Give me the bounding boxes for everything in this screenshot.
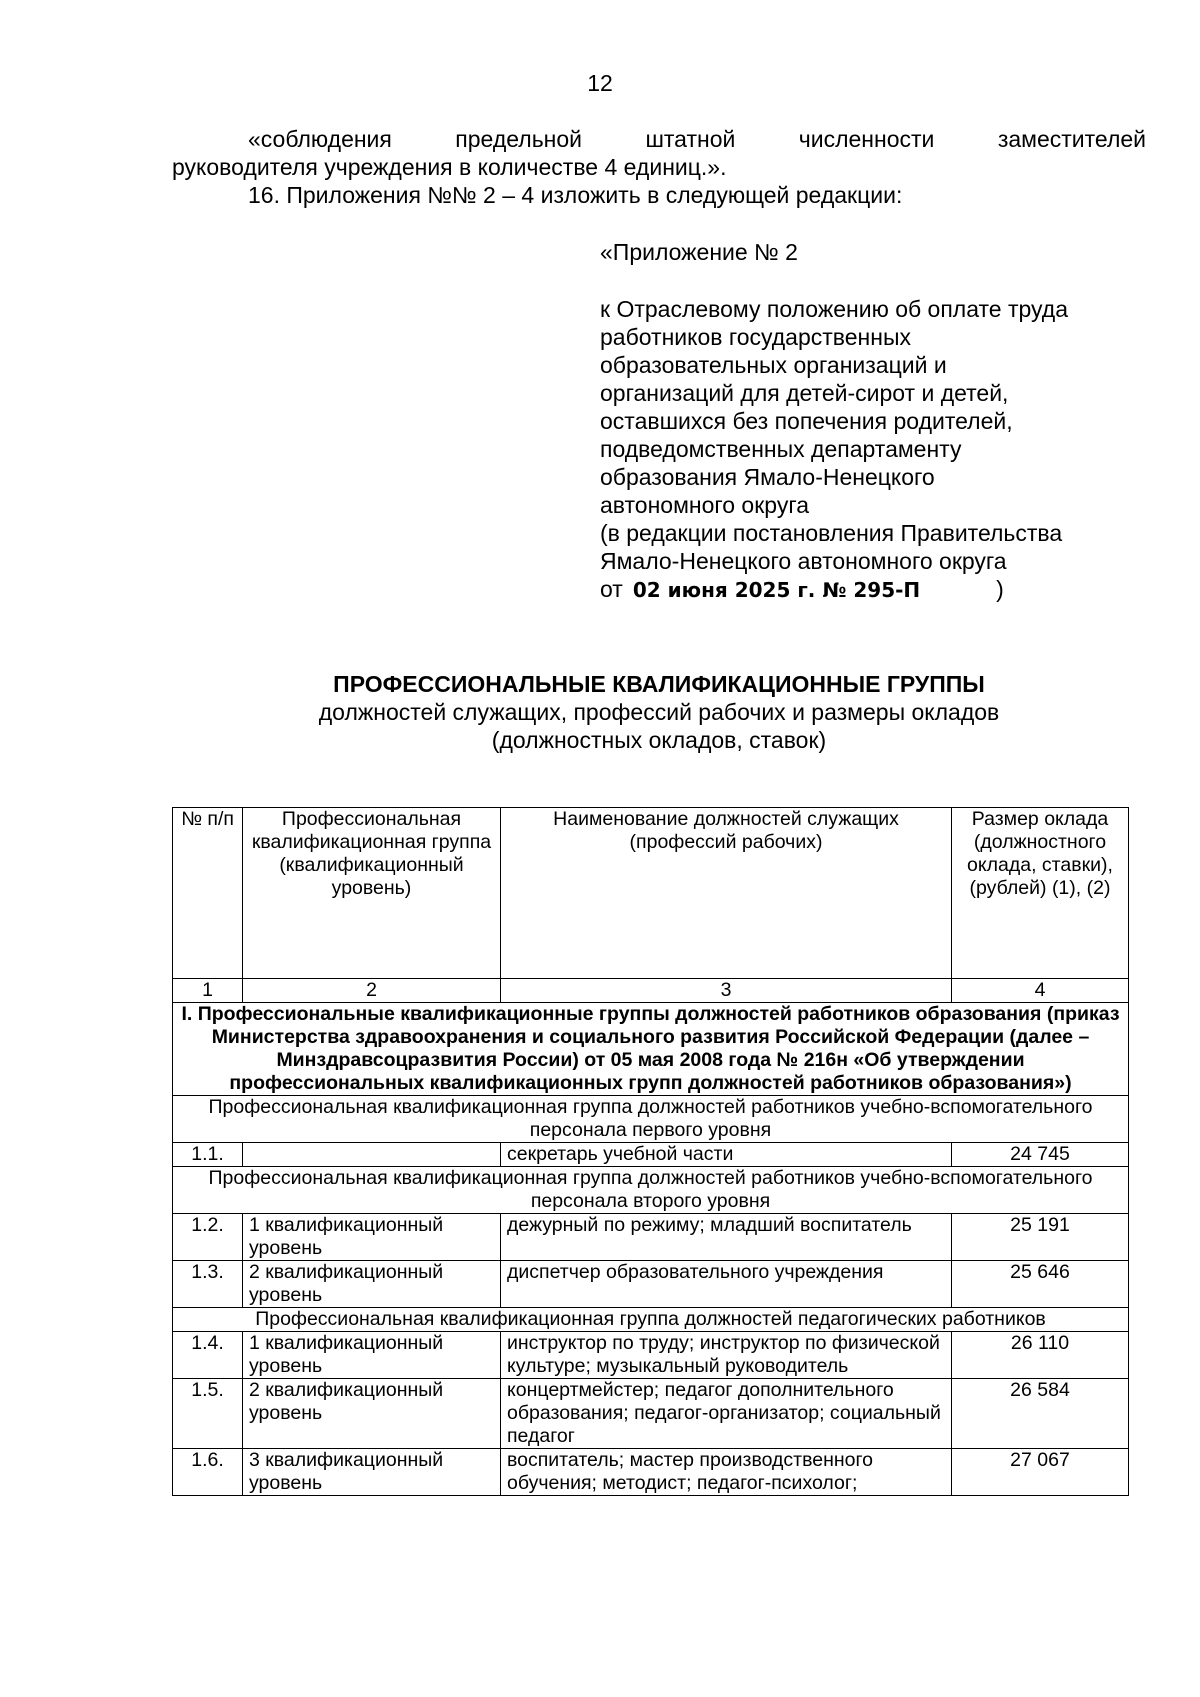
row-num: 1.1.: [173, 1143, 243, 1167]
row-num: 1.2.: [173, 1214, 243, 1261]
row-salary: 26 110: [952, 1332, 1129, 1379]
group-row: [173, 1308, 1129, 1332]
row-salary: 24 745: [952, 1143, 1129, 1167]
table-row: [173, 1143, 1129, 1167]
intro-word: численности: [798, 126, 935, 152]
row-num: 1.3.: [173, 1261, 243, 1308]
intro-line-2: руководителя учреждения в количестве 4 единиц.».: [172, 154, 727, 180]
intro-word: заместителей: [997, 126, 1146, 152]
annex-line: оставшихся без попечения родителей,: [600, 408, 1013, 434]
row-level: 3 квалификационный уровень: [243, 1449, 501, 1496]
group-row: [173, 1096, 1129, 1143]
row-salary: 25 646: [952, 1261, 1129, 1308]
annex-block: [600, 295, 1160, 604]
table-row: [173, 1214, 1129, 1261]
intro-paragraph: [172, 125, 1146, 209]
row-positions: воспитатель; мастер производственного обучения; методист; педагог-психолог;: [501, 1449, 952, 1496]
document-heading: [172, 670, 1146, 754]
column-number: 4: [952, 979, 1129, 1003]
row-salary: 25 191: [952, 1214, 1129, 1261]
intro-word: штатной: [645, 126, 736, 152]
annex-line: работников государственных: [600, 324, 911, 350]
annex-line: (в редакции постановления Правительства: [600, 520, 1063, 546]
annex-title-text: «Приложение № 2: [600, 239, 798, 265]
row-positions: инструктор по труду; инструктор по физической культуре; музыкальный руководитель: [501, 1332, 952, 1379]
annex-line: организаций для детей-сирот и детей,: [600, 380, 1009, 406]
intro-line-1: [172, 125, 1146, 153]
heading-subtitle: (должностных окладов, ставок): [491, 727, 827, 753]
group-row: [173, 1167, 1129, 1214]
group-title: Профессиональная квалификационная группа должностей работников учебно-вспомогательного персонала первого уровня: [173, 1096, 1129, 1143]
group-title: Профессиональная квалификационная группа должностей педагогических работников: [173, 1308, 1129, 1332]
header-positions: Наименование должностей служащих (профессий рабочих): [501, 808, 952, 979]
row-level: 1 квалификационный уровень: [243, 1332, 501, 1379]
row-level: 1 квалификационный уровень: [243, 1214, 501, 1261]
row-num: 1.4.: [173, 1332, 243, 1379]
annex-date-value: 02 июня 2025 г. № 295-П: [632, 578, 921, 602]
row-positions: секретарь учебной части: [501, 1143, 952, 1167]
section-row: [173, 1003, 1129, 1096]
column-number-row: [173, 979, 1129, 1003]
annex-line: подведомственных департаменту: [600, 436, 962, 462]
annex-date-line: [600, 575, 1160, 604]
intro-line-3: 16. Приложения №№ 2 – 4 изложить в следующей редакции:: [248, 182, 903, 208]
annex-date-prefix: от: [600, 576, 623, 602]
section-title: I. Профессиональные квалификационные группы должностей работников образования (приказ Министерства здравоохранения и социального развития Российской Федерации (далее – Минздравсоцразвития России) от 05 мая 2008 года № 216н «Об утверждении профессиональных квалификационных групп должностей работников образования»): [173, 1003, 1129, 1096]
row-salary: 27 067: [952, 1449, 1129, 1496]
header-group: Профессиональная квалификационная группа (квалификационный уровень): [243, 808, 501, 979]
heading-title: ПРОФЕССИОНАЛЬНЫЕ КВАЛИФИКАЦИОННЫЕ ГРУППЫ: [333, 671, 985, 697]
heading-subtitle: должностей служащих, профессий рабочих и размеры окладов: [318, 699, 1000, 725]
intro-word: «соблюдения: [248, 126, 392, 152]
column-number: 3: [501, 979, 952, 1003]
table-row: [173, 1332, 1129, 1379]
row-level: 2 квалификационный уровень: [243, 1379, 501, 1449]
annex-title: [600, 238, 1160, 266]
row-level: [243, 1143, 501, 1167]
annex-line: образования Ямало-Ненецкого: [600, 464, 935, 490]
annex-line: Ямало-Ненецкого автономного округа: [600, 548, 1007, 574]
page-number: 12: [587, 70, 613, 96]
annex-date-close: ): [996, 576, 1004, 602]
row-salary: 26 584: [952, 1379, 1129, 1449]
header-num: № п/п: [173, 808, 243, 979]
table-header-row: [173, 808, 1129, 979]
row-positions: концертмейстер; педагог дополнительного образования; педагог-организатор; социальный педагог: [501, 1379, 952, 1449]
annex-line: к Отраслевому положению об оплате труда: [600, 296, 1068, 322]
table-row: [173, 1449, 1129, 1496]
group-title: Профессиональная квалификационная группа должностей работников учебно-вспомогательного персонала второго уровня: [173, 1167, 1129, 1214]
row-num: 1.5.: [173, 1379, 243, 1449]
table-row: [173, 1379, 1129, 1449]
column-number: 2: [243, 979, 501, 1003]
qualification-groups-table: [172, 807, 1129, 1496]
row-level: 2 квалификационный уровень: [243, 1261, 501, 1308]
row-positions: дежурный по режиму; младший воспитатель: [501, 1214, 952, 1261]
column-number: 1: [173, 979, 243, 1003]
row-positions: диспетчер образовательного учреждения: [501, 1261, 952, 1308]
row-num: 1.6.: [173, 1449, 243, 1496]
annex-line: образовательных организаций и: [600, 352, 947, 378]
table-row: [173, 1261, 1129, 1308]
header-salary: Размер оклада (должностного оклада, ставки), (рублей) (1), (2): [952, 808, 1129, 979]
annex-line: автономного округа: [600, 492, 809, 518]
intro-word: предельной: [455, 126, 583, 152]
